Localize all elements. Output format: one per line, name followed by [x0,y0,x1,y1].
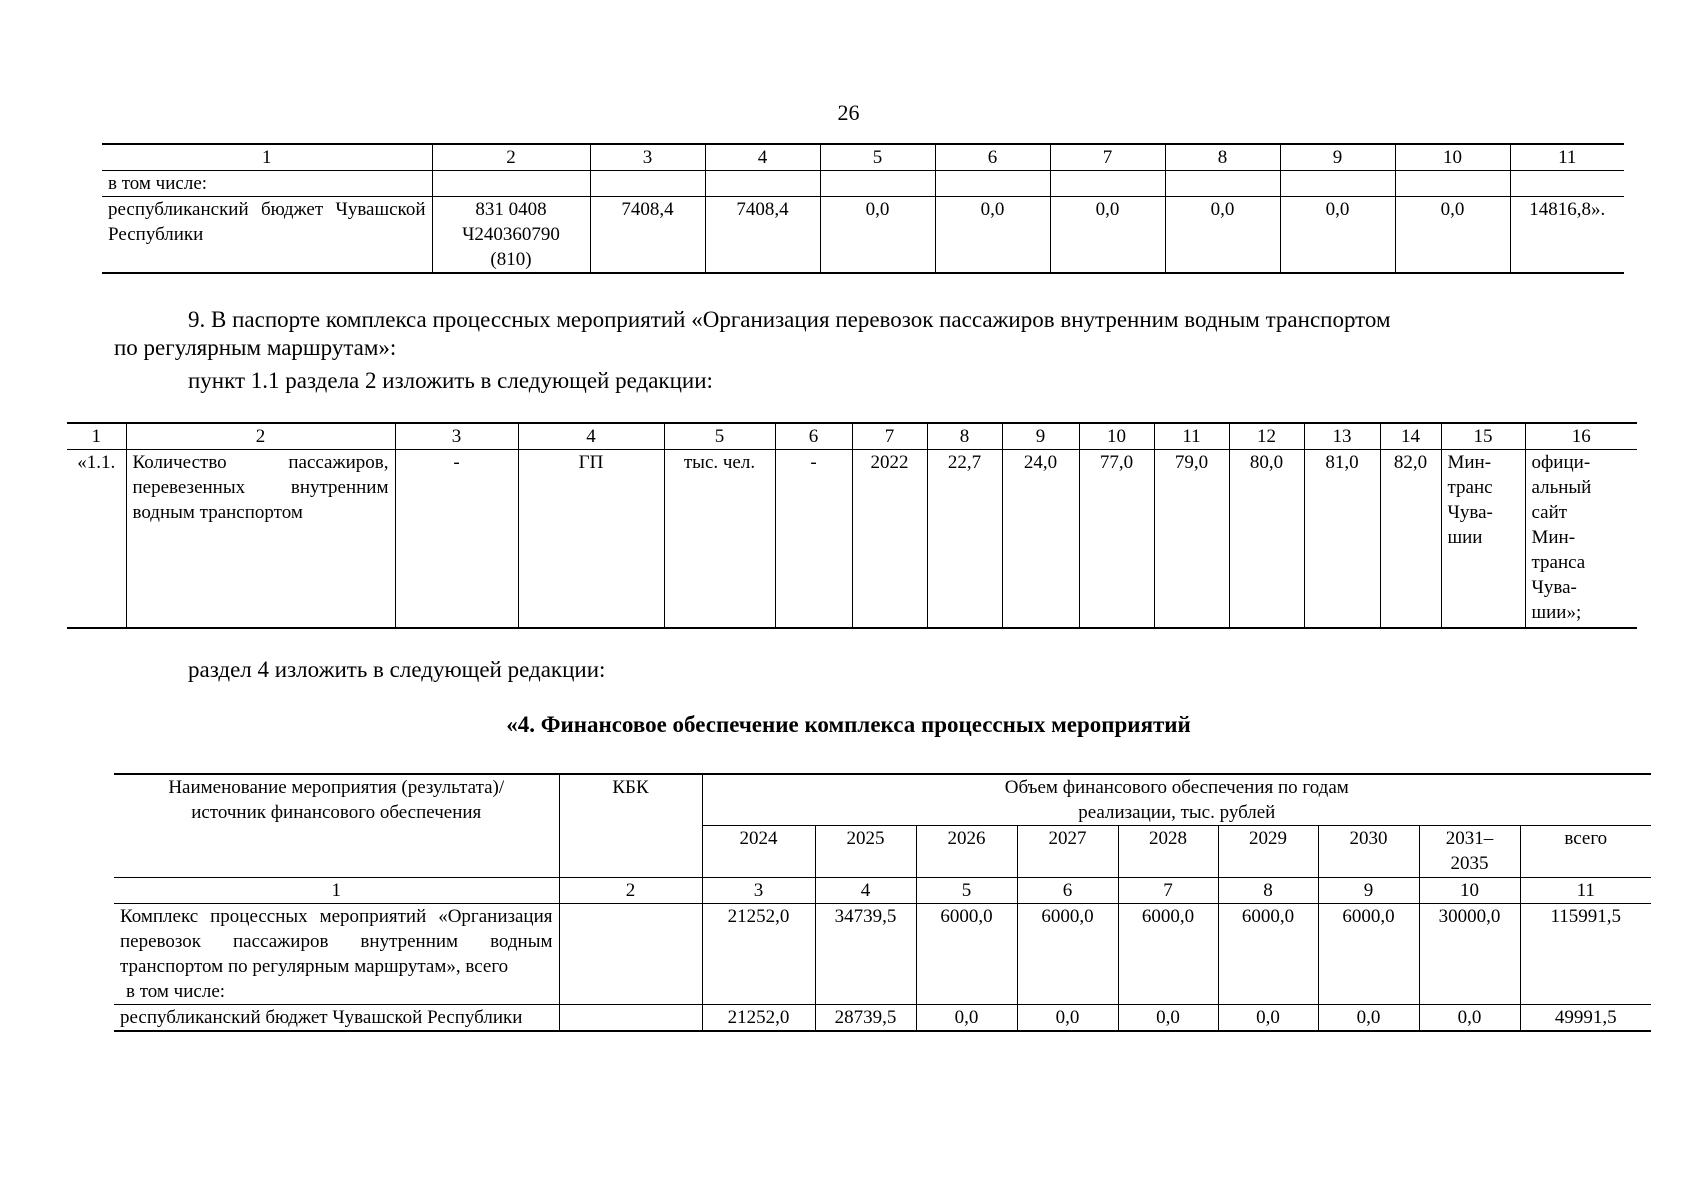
value-cell: 82,0 [1380,450,1441,628]
paragraph-9-line2: по регулярным маршрутам»: [114,335,397,360]
cell-3: - [395,450,518,628]
indicator-table [67,422,1637,629]
header-cell: 10 [1395,144,1510,171]
indicator-name-cell: Количество пассажиров, перевезенных внутренним водным транспортом [126,450,395,628]
base-year-cell: 2022 [852,450,927,628]
value-cell: 77,0 [1079,450,1154,628]
table-row [67,450,1637,628]
table-header-row [114,774,1651,826]
kbk-cell [559,904,702,1005]
name-column-header: Наименование мероприятия (результата)/ источник финансового обеспечения [114,774,559,878]
subheading-cell: в том числе: [102,171,432,197]
value-cell: 0,0 [1050,197,1165,274]
header-cell: 7 [1050,144,1165,171]
header-cell: 6 [935,144,1050,171]
kbk-cell: 831 0408 Ч240360790 (810) [432,197,590,274]
year-header: 2027 [1017,826,1118,878]
header-cell: 6 [775,423,852,450]
value-cell: 80,0 [1229,450,1304,628]
value-cell: 81,0 [1304,450,1380,628]
table-row [102,197,1624,274]
value-cell: 6000,0 [916,904,1017,1005]
paragraph-9-line1: 9. В паспорте комплекса процессных мероприятий «Организация перевозок пассажиров внутренним водным транспортом [188,307,1391,332]
year-header: 2026 [916,826,1017,878]
responsible-cell: Мин- транс Чува- шии [1441,450,1525,628]
column-number: 11 [1520,878,1651,904]
cell-6: - [775,450,852,628]
table-header-row [67,423,1637,450]
value-cell: 34739,5 [815,904,916,1005]
header-cell: 11 [1510,144,1624,171]
value-cell: 6000,0 [1218,904,1318,1005]
column-number: 5 [916,878,1017,904]
row-number-cell: «1.1. [67,450,126,628]
header-cell: 1 [67,423,126,450]
value-cell: 0,0 [1017,1005,1118,1032]
value-cell: 115991,5 [1520,904,1651,1005]
header-cell: 5 [820,144,935,171]
header-cell: 3 [395,423,518,450]
table-row [114,1005,1651,1032]
value-cell: 7408,4 [590,197,705,274]
subnote: в том числе: [126,981,226,1002]
value-cell: 6000,0 [1017,904,1118,1005]
header-cell: 4 [705,144,820,171]
value-cell: 28739,5 [815,1005,916,1032]
value-cell: 0,0 [1280,197,1395,274]
page-number: 26 [837,100,860,125]
header-cell: 8 [1165,144,1280,171]
value-cell: 0,0 [935,197,1050,274]
value-cell: 49991,5 [1520,1005,1651,1032]
value-cell: 6000,0 [1118,904,1218,1005]
section-4-heading: «4. Финансовое обеспечение комплекса процессных мероприятий [506,712,1191,737]
column-number: 9 [1318,878,1419,904]
column-number: 6 [1017,878,1118,904]
header-cell: 7 [852,423,927,450]
value-cell: 0,0 [1318,1005,1419,1032]
complex-name: Комплекс процессных мероприятий «Организация перевозок пассажиров внутренним водным транспортом по регулярным маршрутам», всего [120,906,553,977]
header-cell: 13 [1304,423,1380,450]
column-number: 7 [1118,878,1218,904]
header-cell: 16 [1525,423,1637,450]
section-4-intro: раздел 4 изложить в следующей редакции: [188,657,606,682]
header-cell: 8 [927,423,1002,450]
kbk-cell [559,1005,702,1032]
year-header: 2028 [1118,826,1218,878]
column-number: 10 [1419,878,1520,904]
total-header: всего [1520,826,1651,878]
row-name-cell [114,904,559,1005]
year-header: 2029 [1218,826,1318,878]
value-cell: 0,0 [1118,1005,1218,1032]
source-cell: офици- альный сайт Мин- транса Чува- шии»; [1525,450,1637,628]
value-cell: 7408,4 [705,197,820,274]
value-cell: 0,0 [1165,197,1280,274]
value-cell: 79,0 [1154,450,1229,628]
header-cell: 2 [432,144,590,171]
header-cell: 2 [126,423,395,450]
funding-continuation-table [102,143,1624,274]
value-cell: 22,7 [927,450,1002,628]
header-cell: 9 [1002,423,1079,450]
cell-4: ГП [518,450,664,628]
table-header-row [102,144,1624,171]
year-header: 2025 [815,826,916,878]
row-name-cell: республиканский бюджет Чувашской Республики [102,197,432,274]
header-cell: 10 [1079,423,1154,450]
header-cell: 3 [590,144,705,171]
column-number: 3 [702,878,815,904]
table-row [114,904,1651,1005]
value-cell: 21252,0 [702,904,815,1005]
column-number: 2 [559,878,702,904]
paragraph-9-line3: пункт 1.1 раздела 2 изложить в следующей редакции: [188,368,713,393]
value-cell: 0,0 [1218,1005,1318,1032]
header-cell: 11 [1154,423,1229,450]
column-number: 8 [1218,878,1318,904]
value-cell: 24,0 [1002,450,1079,628]
header-cell: 15 [1441,423,1525,450]
value-cell: 14816,8». [1510,197,1624,274]
column-number: 4 [815,878,916,904]
row-name-cell: республиканский бюджет Чувашской Республики [114,1005,559,1032]
header-cell: 1 [102,144,432,171]
header-cell: 9 [1280,144,1395,171]
table-row [102,171,1624,197]
value-cell: 6000,0 [1318,904,1419,1005]
column-numbers-row [114,878,1651,904]
value-cell: 0,0 [1395,197,1510,274]
value-cell: 30000,0 [1419,904,1520,1005]
value-cell: 0,0 [916,1005,1017,1032]
header-cell: 14 [1380,423,1441,450]
year-header: 2030 [1318,826,1419,878]
value-cell: 0,0 [820,197,935,274]
year-header: 2031– 2035 [1419,826,1520,878]
unit-cell: тыс. чел. [664,450,775,628]
header-cell: 5 [664,423,775,450]
header-cell: 4 [518,423,664,450]
year-header: 2024 [702,826,815,878]
financing-table [114,773,1651,1032]
column-number: 1 [114,878,559,904]
value-cell: 21252,0 [702,1005,815,1032]
kbk-column-header: КБК [559,774,702,878]
header-cell: 12 [1229,423,1304,450]
value-cell: 0,0 [1419,1005,1520,1032]
funding-group-header: Объем финансового обеспечения по годам реализации, тыс. рублей [702,774,1651,826]
